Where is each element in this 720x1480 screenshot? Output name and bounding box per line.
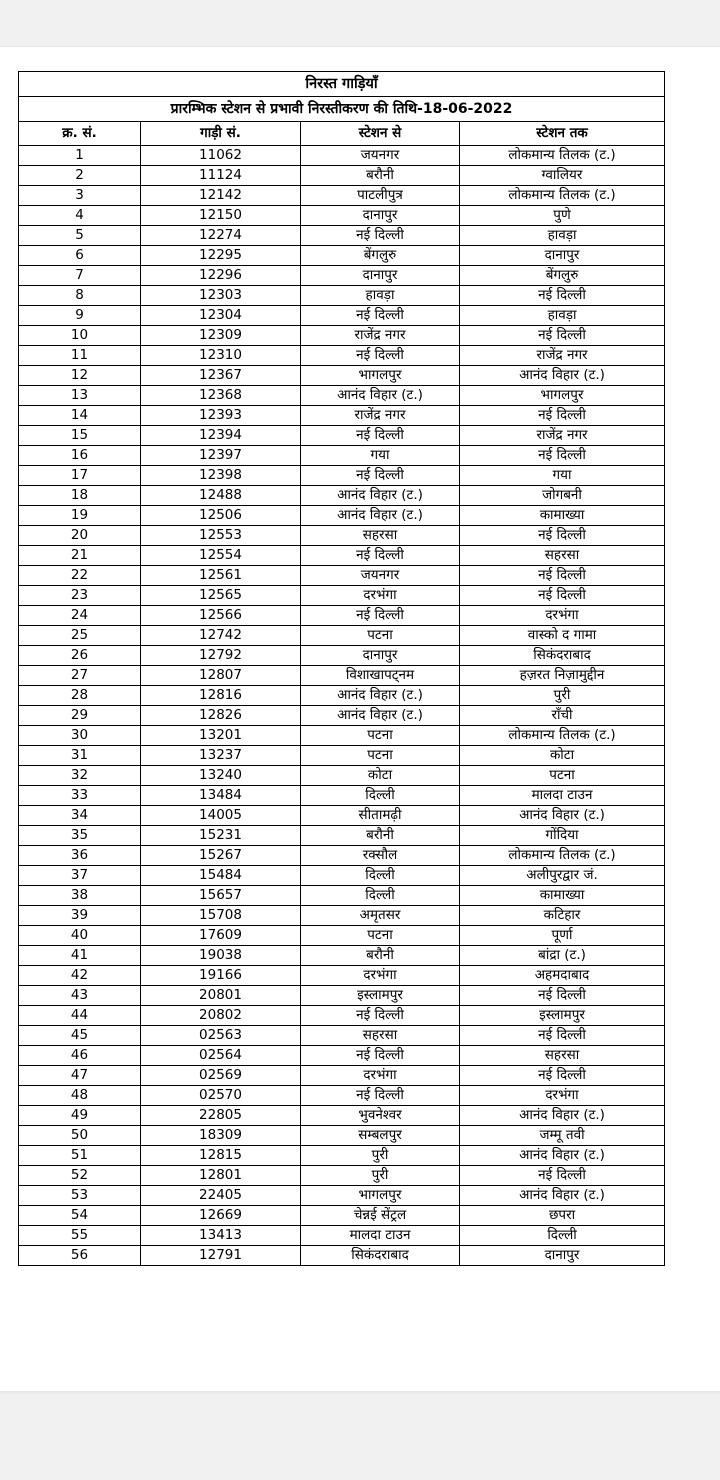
table-body — [19, 146, 665, 1266]
cell-train-number: 15231 — [141, 826, 301, 846]
cell-serial: 44 — [19, 1006, 141, 1026]
cell-from-station: जयनगर — [301, 146, 460, 166]
table-row — [19, 846, 665, 866]
cell-serial: 6 — [19, 246, 141, 266]
cell-from-station: राजेंद्र नगर — [301, 406, 460, 426]
cell-to-station: सिकंदराबाद — [460, 646, 665, 666]
cell-from-station: दरभंगा — [301, 966, 460, 986]
header-serial: क्र. सं. — [19, 122, 141, 146]
cell-train-number: 02563 — [141, 1026, 301, 1046]
cell-train-number: 12488 — [141, 486, 301, 506]
cell-serial: 21 — [19, 546, 141, 566]
cell-serial: 48 — [19, 1086, 141, 1106]
table-row — [19, 186, 665, 206]
cell-from-station: नई दिल्ली — [301, 546, 460, 566]
cell-train-number: 12397 — [141, 446, 301, 466]
cell-from-station: दानापुर — [301, 266, 460, 286]
cell-to-station: जम्मू तवी — [460, 1126, 665, 1146]
cell-to-station: वास्को द गामा — [460, 626, 665, 646]
cell-serial: 3 — [19, 186, 141, 206]
cell-to-station: दरभंगा — [460, 606, 665, 626]
cell-serial: 22 — [19, 566, 141, 586]
cell-train-number: 11062 — [141, 146, 301, 166]
cell-train-number: 12274 — [141, 226, 301, 246]
cell-from-station: दानापुर — [301, 646, 460, 666]
cell-train-number: 12792 — [141, 646, 301, 666]
cell-from-station: नई दिल्ली — [301, 1086, 460, 1106]
header-train-number: गाड़ी सं. — [141, 122, 301, 146]
cell-train-number: 02570 — [141, 1086, 301, 1106]
cell-from-station: नई दिल्ली — [301, 346, 460, 366]
cell-to-station: नई दिल्ली — [460, 1166, 665, 1186]
cell-to-station: कामाख्या — [460, 886, 665, 906]
cell-to-station: दानापुर — [460, 1246, 665, 1266]
cell-to-station: हावड़ा — [460, 306, 665, 326]
cell-from-station: अमृतसर — [301, 906, 460, 926]
table-row — [19, 1246, 665, 1266]
cell-serial: 42 — [19, 966, 141, 986]
table-row — [19, 1046, 665, 1066]
cell-from-station: दिल्ली — [301, 866, 460, 886]
table-row — [19, 1206, 665, 1226]
cell-to-station: राजेंद्र नगर — [460, 426, 665, 446]
cell-to-station: मालदा टाउन — [460, 786, 665, 806]
cell-from-station: दानापुर — [301, 206, 460, 226]
cell-serial: 12 — [19, 366, 141, 386]
cell-from-station: कोटा — [301, 766, 460, 786]
cell-serial: 39 — [19, 906, 141, 926]
table-row — [19, 226, 665, 246]
cell-serial: 23 — [19, 586, 141, 606]
table-row — [19, 166, 665, 186]
cell-train-number: 20802 — [141, 1006, 301, 1026]
header-row — [19, 122, 665, 146]
cell-from-station: बरौनी — [301, 826, 460, 846]
cell-from-station: जयनगर — [301, 566, 460, 586]
cell-train-number: 12742 — [141, 626, 301, 646]
cell-serial: 16 — [19, 446, 141, 466]
table-row — [19, 746, 665, 766]
cell-train-number: 11124 — [141, 166, 301, 186]
cell-train-number: 12309 — [141, 326, 301, 346]
cell-train-number: 12398 — [141, 466, 301, 486]
cell-train-number: 13413 — [141, 1226, 301, 1246]
table-row — [19, 1026, 665, 1046]
cell-from-station: हावड़ा — [301, 286, 460, 306]
table-row — [19, 1106, 665, 1126]
cell-serial: 27 — [19, 666, 141, 686]
cell-to-station: पुरी — [460, 686, 665, 706]
cell-from-station: इस्लामपुर — [301, 986, 460, 1006]
cell-train-number: 12565 — [141, 586, 301, 606]
cell-to-station: कामाख्या — [460, 506, 665, 526]
cell-train-number: 12368 — [141, 386, 301, 406]
cell-to-station: आनंद विहार (ट.) — [460, 366, 665, 386]
cell-to-station: आनंद विहार (ट.) — [460, 806, 665, 826]
cell-serial: 43 — [19, 986, 141, 1006]
cell-train-number: 12801 — [141, 1166, 301, 1186]
table-row — [19, 806, 665, 826]
cell-from-station: नई दिल्ली — [301, 606, 460, 626]
cell-from-station: नई दिल्ली — [301, 426, 460, 446]
table-row — [19, 1126, 665, 1146]
cell-train-number: 18309 — [141, 1126, 301, 1146]
cell-serial: 5 — [19, 226, 141, 246]
cell-serial: 45 — [19, 1026, 141, 1046]
table-row — [19, 266, 665, 286]
table-row — [19, 366, 665, 386]
table-row — [19, 526, 665, 546]
cell-serial: 15 — [19, 426, 141, 446]
cell-serial: 47 — [19, 1066, 141, 1086]
table-row — [19, 286, 665, 306]
cell-serial: 1 — [19, 146, 141, 166]
table-row — [19, 1146, 665, 1166]
cell-serial: 52 — [19, 1166, 141, 1186]
table-title: निरस्त गाड़ियाँ — [19, 72, 665, 97]
cell-from-station: सिकंदराबाद — [301, 1246, 460, 1266]
cell-to-station: गोंदिया — [460, 826, 665, 846]
cell-to-station: आनंद विहार (ट.) — [460, 1186, 665, 1206]
cell-train-number: 12553 — [141, 526, 301, 546]
cell-train-number: 12816 — [141, 686, 301, 706]
cell-train-number: 12669 — [141, 1206, 301, 1226]
cell-serial: 49 — [19, 1106, 141, 1126]
cell-serial: 20 — [19, 526, 141, 546]
table-row — [19, 906, 665, 926]
table-row — [19, 626, 665, 646]
cell-from-station: दिल्ली — [301, 786, 460, 806]
cell-from-station: पाटलीपुत्र — [301, 186, 460, 206]
table-row — [19, 726, 665, 746]
cell-to-station: भागलपुर — [460, 386, 665, 406]
cell-from-station: रक्सौल — [301, 846, 460, 866]
cell-from-station: बरौनी — [301, 946, 460, 966]
cell-train-number: 13240 — [141, 766, 301, 786]
cell-train-number: 20801 — [141, 986, 301, 1006]
cell-train-number: 12150 — [141, 206, 301, 226]
table-row — [19, 986, 665, 1006]
table-row — [19, 386, 665, 406]
cell-from-station: सम्बलपुर — [301, 1126, 460, 1146]
cell-serial: 53 — [19, 1186, 141, 1206]
cell-serial: 41 — [19, 946, 141, 966]
cell-to-station: ग्वालियर — [460, 166, 665, 186]
cell-serial: 13 — [19, 386, 141, 406]
table-row — [19, 646, 665, 666]
table-row — [19, 406, 665, 426]
cell-serial: 36 — [19, 846, 141, 866]
cell-serial: 26 — [19, 646, 141, 666]
cell-to-station: सहरसा — [460, 1046, 665, 1066]
cell-from-station: पटना — [301, 626, 460, 646]
table-row — [19, 1186, 665, 1206]
cell-to-station: नई दिल्ली — [460, 566, 665, 586]
cell-from-station: सहरसा — [301, 526, 460, 546]
table-row — [19, 306, 665, 326]
cell-to-station: नई दिल्ली — [460, 446, 665, 466]
cell-serial: 37 — [19, 866, 141, 886]
cancelled-trains-table — [18, 71, 665, 1266]
table-row — [19, 866, 665, 886]
cell-serial: 8 — [19, 286, 141, 306]
cell-train-number: 15267 — [141, 846, 301, 866]
table-row — [19, 586, 665, 606]
cell-train-number: 12303 — [141, 286, 301, 306]
cell-to-station: राँची — [460, 706, 665, 726]
cell-serial: 28 — [19, 686, 141, 706]
cell-serial: 56 — [19, 1246, 141, 1266]
cell-to-station: लोकमान्य तिलक (ट.) — [460, 186, 665, 206]
cell-train-number: 12815 — [141, 1146, 301, 1166]
table-row — [19, 826, 665, 846]
cell-serial: 10 — [19, 326, 141, 346]
cell-to-station: छपरा — [460, 1206, 665, 1226]
cell-serial: 9 — [19, 306, 141, 326]
cell-to-station: बांद्रा (ट.) — [460, 946, 665, 966]
cell-serial: 35 — [19, 826, 141, 846]
cell-train-number: 15484 — [141, 866, 301, 886]
document-page — [0, 46, 720, 1392]
cell-serial: 32 — [19, 766, 141, 786]
cell-serial: 2 — [19, 166, 141, 186]
cell-serial: 24 — [19, 606, 141, 626]
cell-from-station: मालदा टाउन — [301, 1226, 460, 1246]
cell-to-station: आनंद विहार (ट.) — [460, 1106, 665, 1126]
cell-serial: 30 — [19, 726, 141, 746]
table-row — [19, 326, 665, 346]
cell-from-station: आनंद विहार (ट.) — [301, 706, 460, 726]
cell-to-station: दानापुर — [460, 246, 665, 266]
cell-from-station: नई दिल्ली — [301, 306, 460, 326]
table-row — [19, 966, 665, 986]
table-row — [19, 146, 665, 166]
cell-train-number: 22805 — [141, 1106, 301, 1126]
cell-to-station: इस्लामपुर — [460, 1006, 665, 1026]
cell-serial: 50 — [19, 1126, 141, 1146]
cell-serial: 11 — [19, 346, 141, 366]
table-row — [19, 486, 665, 506]
cell-from-station: नई दिल्ली — [301, 1046, 460, 1066]
table-row — [19, 706, 665, 726]
table-row — [19, 606, 665, 626]
cell-from-station: भागलपुर — [301, 1186, 460, 1206]
table-row — [19, 926, 665, 946]
cell-from-station: गया — [301, 446, 460, 466]
cell-serial: 7 — [19, 266, 141, 286]
cell-serial: 19 — [19, 506, 141, 526]
table-subtitle: प्रारम्भिक स्टेशन से प्रभावी निरस्तीकरण की तिथि-18-06-2022 — [19, 97, 665, 122]
cell-to-station: नई दिल्ली — [460, 526, 665, 546]
title-row — [19, 72, 665, 97]
cell-from-station: राजेंद्र नगर — [301, 326, 460, 346]
header-from-station: स्टेशन से — [301, 122, 460, 146]
table-row — [19, 946, 665, 966]
cell-to-station: पुणे — [460, 206, 665, 226]
cell-train-number: 12826 — [141, 706, 301, 726]
cell-from-station: बेंगलुरु — [301, 246, 460, 266]
table-row — [19, 886, 665, 906]
cell-serial: 54 — [19, 1206, 141, 1226]
cell-from-station: पटना — [301, 926, 460, 946]
cell-train-number: 13237 — [141, 746, 301, 766]
table-row — [19, 1086, 665, 1106]
cell-from-station: आनंद विहार (ट.) — [301, 686, 460, 706]
cell-to-station: नई दिल्ली — [460, 1026, 665, 1046]
cell-serial: 33 — [19, 786, 141, 806]
cell-to-station: आनंद विहार (ट.) — [460, 1146, 665, 1166]
cell-to-station: लोकमान्य तिलक (ट.) — [460, 726, 665, 746]
cell-to-station: अलीपुरद्वार जं. — [460, 866, 665, 886]
table-row — [19, 506, 665, 526]
cell-train-number: 12295 — [141, 246, 301, 266]
cell-train-number: 02564 — [141, 1046, 301, 1066]
cell-to-station: पूर्णा — [460, 926, 665, 946]
cell-serial: 25 — [19, 626, 141, 646]
cell-from-station: आनंद विहार (ट.) — [301, 486, 460, 506]
cell-to-station: नई दिल्ली — [460, 986, 665, 1006]
subtitle-row — [19, 97, 665, 122]
cell-serial: 29 — [19, 706, 141, 726]
table-row — [19, 686, 665, 706]
cell-train-number: 19038 — [141, 946, 301, 966]
cell-serial: 51 — [19, 1146, 141, 1166]
cell-train-number: 12566 — [141, 606, 301, 626]
cell-to-station: नई दिल्ली — [460, 586, 665, 606]
cell-train-number: 13201 — [141, 726, 301, 746]
table-row — [19, 206, 665, 226]
cell-serial: 31 — [19, 746, 141, 766]
cell-train-number: 12393 — [141, 406, 301, 426]
cell-from-station: नई दिल्ली — [301, 1006, 460, 1026]
cell-to-station: राजेंद्र नगर — [460, 346, 665, 366]
cell-train-number: 12394 — [141, 426, 301, 446]
cell-from-station: पटना — [301, 726, 460, 746]
table-row — [19, 1226, 665, 1246]
cell-to-station: सहरसा — [460, 546, 665, 566]
cell-train-number: 12554 — [141, 546, 301, 566]
table-row — [19, 426, 665, 446]
cell-to-station: गया — [460, 466, 665, 486]
cell-train-number: 12791 — [141, 1246, 301, 1266]
cell-to-station: बेंगलुरु — [460, 266, 665, 286]
cell-train-number: 12807 — [141, 666, 301, 686]
cell-to-station: नई दिल्ली — [460, 1066, 665, 1086]
table-row — [19, 546, 665, 566]
cell-to-station: पटना — [460, 766, 665, 786]
cell-train-number: 02569 — [141, 1066, 301, 1086]
cell-from-station: आनंद विहार (ट.) — [301, 386, 460, 406]
cell-train-number: 12310 — [141, 346, 301, 366]
cell-from-station: दरभंगा — [301, 586, 460, 606]
table-row — [19, 566, 665, 586]
cell-serial: 17 — [19, 466, 141, 486]
cell-from-station: दरभंगा — [301, 1066, 460, 1086]
cell-train-number: 12506 — [141, 506, 301, 526]
cell-train-number: 13484 — [141, 786, 301, 806]
cell-train-number: 12367 — [141, 366, 301, 386]
cell-from-station: नई दिल्ली — [301, 466, 460, 486]
cell-from-station: नई दिल्ली — [301, 226, 460, 246]
cell-to-station: हावड़ा — [460, 226, 665, 246]
cell-serial: 34 — [19, 806, 141, 826]
cell-from-station: बरौनी — [301, 166, 460, 186]
cell-from-station: दिल्ली — [301, 886, 460, 906]
cell-train-number: 12296 — [141, 266, 301, 286]
cell-train-number: 22405 — [141, 1186, 301, 1206]
cell-serial: 55 — [19, 1226, 141, 1246]
cell-train-number: 12304 — [141, 306, 301, 326]
cell-from-station: भुवनेश्वर — [301, 1106, 460, 1126]
cell-from-station: आनंद विहार (ट.) — [301, 506, 460, 526]
cell-to-station: नई दिल्ली — [460, 326, 665, 346]
cell-train-number: 12561 — [141, 566, 301, 586]
table-row — [19, 766, 665, 786]
cell-serial: 40 — [19, 926, 141, 946]
table-row — [19, 1166, 665, 1186]
table-row — [19, 1066, 665, 1086]
table-row — [19, 466, 665, 486]
cell-to-station: लोकमान्य तिलक (ट.) — [460, 146, 665, 166]
cell-train-number: 12142 — [141, 186, 301, 206]
cell-to-station: जोगबनी — [460, 486, 665, 506]
cell-train-number: 19166 — [141, 966, 301, 986]
cell-train-number: 17609 — [141, 926, 301, 946]
cell-from-station: सहरसा — [301, 1026, 460, 1046]
header-to-station: स्टेशन तक — [460, 122, 665, 146]
table-row — [19, 666, 665, 686]
table-row — [19, 786, 665, 806]
cell-from-station: पुरी — [301, 1146, 460, 1166]
table-row — [19, 446, 665, 466]
cell-to-station: दरभंगा — [460, 1086, 665, 1106]
cell-from-station: भागलपुर — [301, 366, 460, 386]
table-row — [19, 1006, 665, 1026]
cell-serial: 18 — [19, 486, 141, 506]
cell-train-number: 14005 — [141, 806, 301, 826]
cell-to-station: हज़रत निज़ामुद्दीन — [460, 666, 665, 686]
cell-train-number: 15657 — [141, 886, 301, 906]
cell-to-station: अहमदाबाद — [460, 966, 665, 986]
cell-to-station: दिल्ली — [460, 1226, 665, 1246]
cell-serial: 14 — [19, 406, 141, 426]
cell-to-station: लोकमान्य तिलक (ट.) — [460, 846, 665, 866]
cell-to-station: कोटा — [460, 746, 665, 766]
table-row — [19, 246, 665, 266]
cell-to-station: नई दिल्ली — [460, 286, 665, 306]
cell-train-number: 15708 — [141, 906, 301, 926]
cell-from-station: चेन्नई सेंट्रल — [301, 1206, 460, 1226]
cell-to-station: कटिहार — [460, 906, 665, 926]
cell-from-station: सीतामढ़ी — [301, 806, 460, 826]
cell-from-station: पटना — [301, 746, 460, 766]
cell-from-station: विशाखापट्नम — [301, 666, 460, 686]
cell-serial: 38 — [19, 886, 141, 906]
table-row — [19, 346, 665, 366]
cell-from-station: पुरी — [301, 1166, 460, 1186]
cell-serial: 46 — [19, 1046, 141, 1066]
cell-serial: 4 — [19, 206, 141, 226]
cell-to-station: नई दिल्ली — [460, 406, 665, 426]
